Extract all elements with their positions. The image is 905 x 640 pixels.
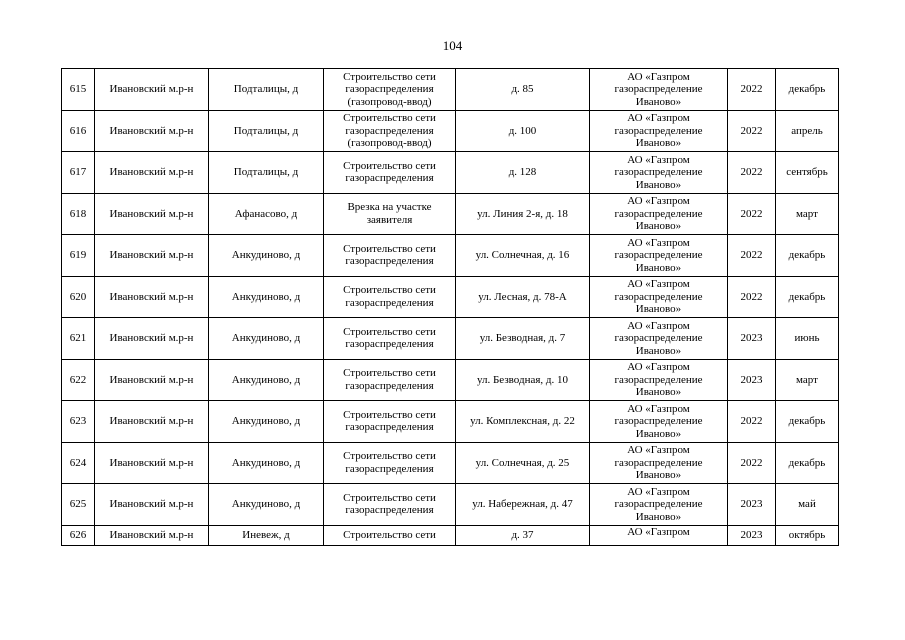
- row-number: 615: [62, 69, 95, 111]
- address-cell: ул. Линия 2-я, д. 18: [456, 193, 590, 235]
- table-row: [62, 484, 839, 526]
- owner-cell: АО «Газпром газораспределение Иваново»: [590, 442, 728, 484]
- address-cell: д. 37: [456, 525, 590, 545]
- owner-cell: АО «Газпром газораспределение Иваново»: [590, 401, 728, 443]
- work-type-cell: Строительство сети газораспределения: [324, 152, 456, 194]
- work-type-cell: Строительство сети газораспределения: [324, 235, 456, 277]
- address-cell: ул. Лесная, д. 78-А: [456, 276, 590, 318]
- settlement-cell: Подталицы, д: [209, 69, 324, 111]
- district-cell: Ивановский м.р-н: [95, 193, 209, 235]
- month-cell: июнь: [776, 318, 839, 360]
- table-row: [62, 442, 839, 484]
- work-type-cell: Строительство сети газораспределения: [324, 442, 456, 484]
- work-type-cell: Строительство сети газораспределения: [324, 318, 456, 360]
- address-cell: ул. Набережная, д. 47: [456, 484, 590, 526]
- owner-cell: АО «Газпром газораспределение Иваново»: [590, 110, 728, 152]
- work-type-cell: Строительство сети газораспределения: [324, 401, 456, 443]
- settlement-cell: Афанасово, д: [209, 193, 324, 235]
- row-number: 621: [62, 318, 95, 360]
- address-cell: д. 128: [456, 152, 590, 194]
- row-number: 622: [62, 359, 95, 401]
- table-row: [62, 235, 839, 277]
- row-number: 618: [62, 193, 95, 235]
- settlement-cell: Анкудиново, д: [209, 484, 324, 526]
- year-cell: 2022: [728, 193, 776, 235]
- settlement-cell: Анкудиново, д: [209, 401, 324, 443]
- year-cell: 2022: [728, 401, 776, 443]
- row-number: 616: [62, 110, 95, 152]
- owner-cell: АО «Газпром газораспределение Иваново»: [590, 276, 728, 318]
- work-type-cell: Строительство сети газораспределения (газопровод-ввод): [324, 110, 456, 152]
- owner-cell: АО «Газпром: [590, 525, 728, 545]
- settlement-cell: Анкудиново, д: [209, 235, 324, 277]
- row-number: 625: [62, 484, 95, 526]
- table-row: [62, 193, 839, 235]
- work-type-cell: Врезка на участке заявителя: [324, 193, 456, 235]
- settlement-cell: Анкудиново, д: [209, 442, 324, 484]
- address-cell: д. 85: [456, 69, 590, 111]
- work-type-cell: Строительство сети газораспределения: [324, 484, 456, 526]
- year-cell: 2023: [728, 318, 776, 360]
- address-cell: ул. Комплексная, д. 22: [456, 401, 590, 443]
- address-cell: д. 100: [456, 110, 590, 152]
- row-number: 620: [62, 276, 95, 318]
- district-cell: Ивановский м.р-н: [95, 401, 209, 443]
- year-cell: 2022: [728, 69, 776, 111]
- owner-cell: АО «Газпром газораспределение Иваново»: [590, 359, 728, 401]
- work-type-cell: Строительство сети: [324, 525, 456, 545]
- settlement-cell: Подталицы, д: [209, 110, 324, 152]
- district-cell: Ивановский м.р-н: [95, 484, 209, 526]
- settlement-cell: Анкудиново, д: [209, 318, 324, 360]
- page-number: 104: [442, 38, 463, 53]
- table-row: [62, 276, 839, 318]
- district-cell: Ивановский м.р-н: [95, 152, 209, 194]
- month-cell: май: [776, 484, 839, 526]
- table-row: [62, 525, 839, 545]
- month-cell: апрель: [776, 110, 839, 152]
- row-number: 623: [62, 401, 95, 443]
- row-number: 617: [62, 152, 95, 194]
- row-number: 619: [62, 235, 95, 277]
- table-row: [62, 152, 839, 194]
- district-cell: Ивановский м.р-н: [95, 235, 209, 277]
- row-number: 626: [62, 525, 95, 545]
- district-cell: Ивановский м.р-н: [95, 525, 209, 545]
- table-row: [62, 110, 839, 152]
- table-row: [62, 401, 839, 443]
- district-cell: Ивановский м.р-н: [95, 359, 209, 401]
- owner-cell: АО «Газпром газораспределение Иваново»: [590, 484, 728, 526]
- settlement-cell: Анкудиново, д: [209, 276, 324, 318]
- owner-cell: АО «Газпром газораспределение Иваново»: [590, 69, 728, 111]
- district-cell: Ивановский м.р-н: [95, 442, 209, 484]
- settlement-cell: Подталицы, д: [209, 152, 324, 194]
- work-type-cell: Строительство сети газораспределения (газопровод-ввод): [324, 69, 456, 111]
- year-cell: 2023: [728, 525, 776, 545]
- address-cell: ул. Солнечная, д. 25: [456, 442, 590, 484]
- month-cell: март: [776, 193, 839, 235]
- year-cell: 2022: [728, 235, 776, 277]
- table-row: [62, 69, 839, 111]
- address-cell: ул. Безводная, д. 10: [456, 359, 590, 401]
- owner-cell: АО «Газпром газораспределение Иваново»: [590, 235, 728, 277]
- district-cell: Ивановский м.р-н: [95, 318, 209, 360]
- work-type-cell: Строительство сети газораспределения: [324, 359, 456, 401]
- row-number: 624: [62, 442, 95, 484]
- month-cell: декабрь: [776, 69, 839, 111]
- address-cell: ул. Безводная, д. 7: [456, 318, 590, 360]
- owner-cell: АО «Газпром газораспределение Иваново»: [590, 193, 728, 235]
- month-cell: март: [776, 359, 839, 401]
- year-cell: 2022: [728, 110, 776, 152]
- year-cell: 2022: [728, 152, 776, 194]
- year-cell: 2023: [728, 484, 776, 526]
- month-cell: декабрь: [776, 235, 839, 277]
- year-cell: 2022: [728, 442, 776, 484]
- month-cell: сентябрь: [776, 152, 839, 194]
- table-row: [62, 318, 839, 360]
- address-cell: ул. Солнечная, д. 16: [456, 235, 590, 277]
- work-type-cell: Строительство сети газораспределения: [324, 276, 456, 318]
- month-cell: декабрь: [776, 276, 839, 318]
- district-cell: Ивановский м.р-н: [95, 110, 209, 152]
- month-cell: декабрь: [776, 401, 839, 443]
- district-cell: Ивановский м.р-н: [95, 276, 209, 318]
- month-cell: декабрь: [776, 442, 839, 484]
- settlement-cell: Иневеж, д: [209, 525, 324, 545]
- owner-cell: АО «Газпром газораспределение Иваново»: [590, 152, 728, 194]
- month-cell: октябрь: [776, 525, 839, 545]
- table-row: [62, 359, 839, 401]
- settlement-cell: Анкудиново, д: [209, 359, 324, 401]
- owner-cell: АО «Газпром газораспределение Иваново»: [590, 318, 728, 360]
- district-cell: Ивановский м.р-н: [95, 69, 209, 111]
- gas-network-register-table: [61, 68, 839, 546]
- year-cell: 2023: [728, 359, 776, 401]
- year-cell: 2022: [728, 276, 776, 318]
